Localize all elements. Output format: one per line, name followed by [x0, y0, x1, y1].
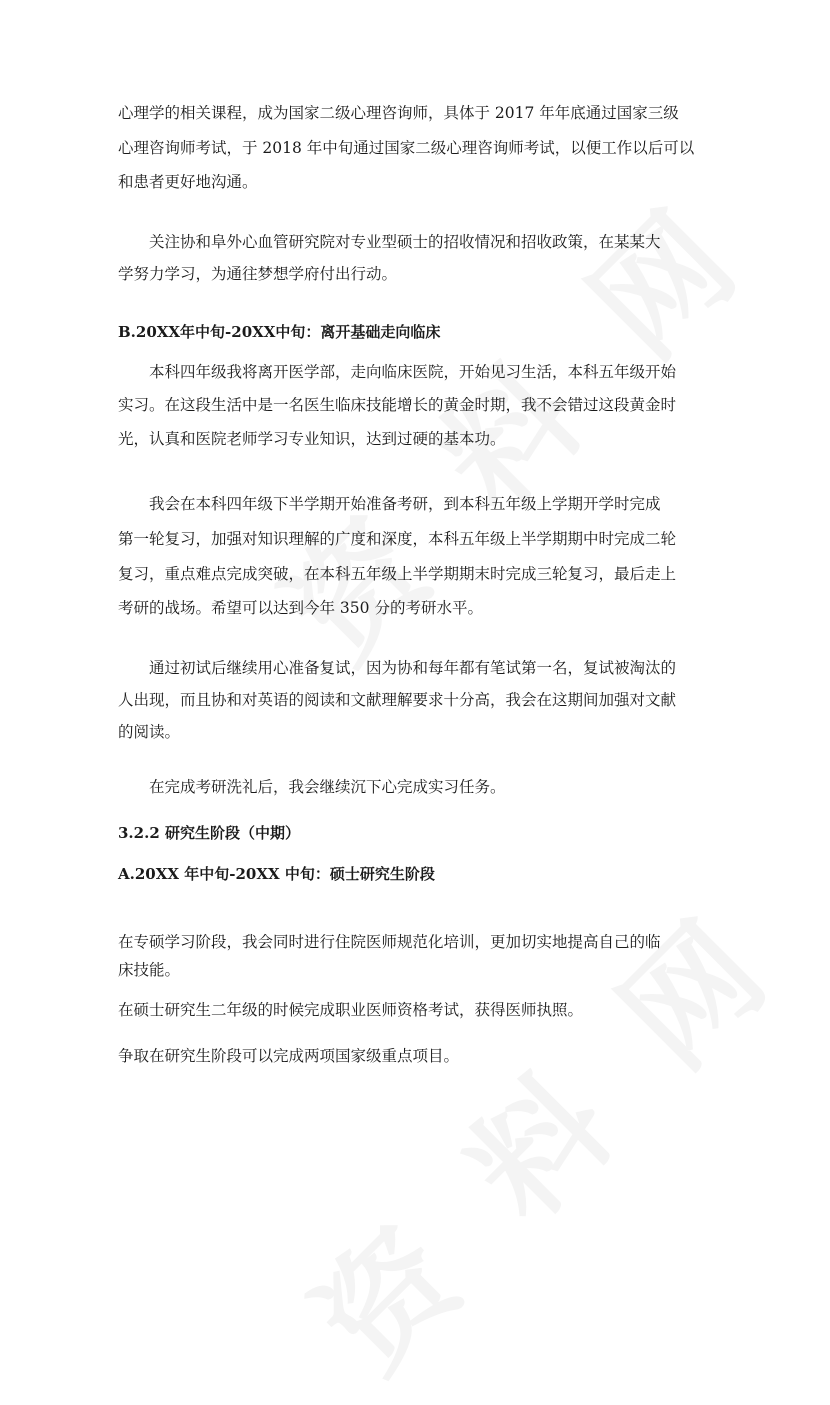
paragraph-line: 我会在本科四年级下半学期开始准备考研，到本科五年级上学期开学时完成	[149, 495, 661, 513]
paragraph-line: 学努力学习，为通往梦想学府付出行动。	[118, 265, 398, 283]
section-heading: 3.2.2 研究生阶段（中期）	[118, 824, 300, 842]
paragraph-line: 心理学的相关课程，成为国家二级心理咨询师，具体于 2017 年年底通过国家三级	[118, 104, 679, 122]
paragraph-line: 实习。在这段生活中是一名医生临床技能增长的黄金时期，我不会错过这段黄金时	[118, 396, 677, 414]
section-heading: B.20XX年中旬-20XX中旬：离开基础走向临床	[118, 323, 441, 341]
paragraph-line: 和患者更好地沟通。	[118, 173, 258, 191]
paragraph-line: 光，认真和医院老师学习专业知识，达到过硬的基本功。	[118, 430, 506, 448]
paragraph-line: 的阅读。	[118, 723, 181, 741]
paragraph-line: 人出现，而且协和对英语的阅读和文献理解要求十分高，我会在这期间加强对文献	[118, 691, 677, 709]
paragraph-line: 本科四年级我将离开医学部，走向临床医院，开始见习生活，本科五年级开始	[149, 363, 677, 381]
section-heading: A.20XX 年中旬-20XX 中旬：硕士研究生阶段	[118, 865, 435, 883]
paragraph-line: 通过初试后继续用心准备复试，因为协和每年都有笔试第一名，复试被淘汰的	[149, 659, 677, 677]
paragraph-line: 复习，重点难点完成突破，在本科五年级上半学期期末时完成三轮复习，最后走上	[118, 565, 677, 583]
paragraph-line: 考研的战场。希望可以达到今年 350 分的考研水平。	[118, 599, 483, 617]
paragraph-line: 关注协和阜外心血管研究院对专业型硕士的招收情况和招收政策，在某某大	[149, 233, 661, 251]
paragraph-line: 在专硕学习阶段，我会同时进行住院医师规范化培训，更加切实地提高自己的临	[118, 933, 661, 951]
paragraph-line: 第一轮复习，加强对知识理解的广度和深度，本科五年级上半学期期中时完成二轮	[118, 530, 677, 548]
paragraph-line: 床技能。	[118, 961, 181, 979]
paragraph-line: 心理咨询师考试，于 2018 年中旬通过国家二级心理咨询师考试，以便工作以后可以	[118, 139, 695, 157]
paragraph-line: 在完成考研洗礼后，我会继续沉下心完成实习任务。	[149, 778, 506, 796]
paragraph-line: 在硕士研究生二年级的时候完成职业医师资格考试，获得医师执照。	[118, 1001, 584, 1019]
paragraph-line: 争取在研究生阶段可以完成两项国家级重点项目。	[118, 1047, 460, 1065]
